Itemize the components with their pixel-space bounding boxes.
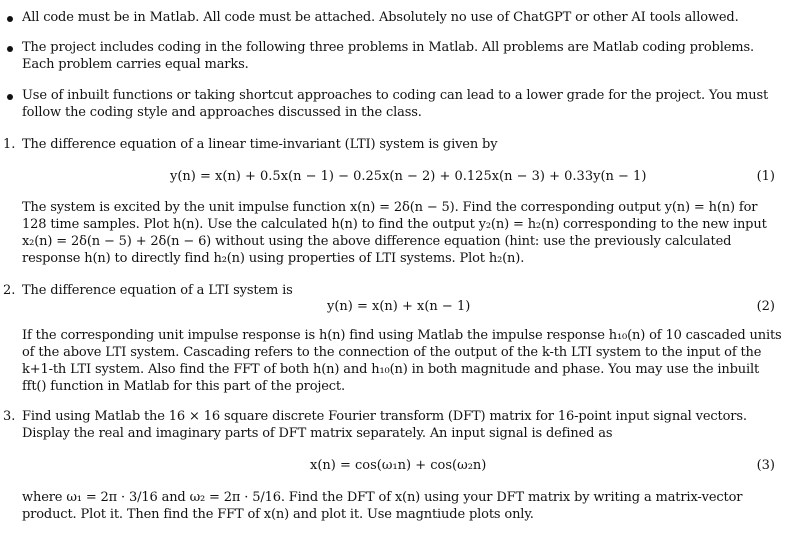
problem-intro: Find using Matlab the 16 × 16 square discrete Fourier transform (DFT) matrix for 16-point input signal vectors. Display the real and imaginary parts of DFT matrix separately. An input signal is defined as: [22, 409, 747, 441]
equation: y(n) = x(n) + x(n − 1): [327, 299, 471, 314]
equation-number: (2): [756, 299, 775, 314]
equation: x(n) = cos(ω₁n) + cos(ω₂n): [310, 458, 487, 473]
equation: y(n) = x(n) + 0.5x(n − 1) − 0.25x(n − 2) + 0.125x(n − 3) + 0.33y(n − 1): [170, 169, 647, 184]
bullet-marker: [7, 46, 13, 52]
problem-body: If the corresponding unit impulse response is h(n) find using Matlab the impulse response h₁₀(n) of 10 cascaded units of the above LTI system. Cascading refers to the connection of the output of the k-th LTI system to the input of the k+1-th LTI system. Also find the FFT of both h(n) and h₁₀(n) in both magnitude and phase. You may use the inbuilt fft() function in Matlab for this part of the project.: [22, 328, 782, 394]
bullet-marker: [7, 94, 13, 100]
bullet-text: All code must be in Matlab. All code must be attached. Absolutely no use of ChatGPT or other AI tools allowed.: [22, 10, 739, 25]
problem-number: 2.: [3, 283, 16, 298]
problem-number: 1.: [3, 137, 16, 152]
problem-body: The system is excited by the unit impulse function x(n) = 2δ(n − 5). Find the corresponding output y(n) = h(n) for 128 time samples. Plot h(n). Use the calculated h(n) to find the output y₂(n) = h₂(n) corresponding to the new input x₂(n) = 2δ(n − 5) + 2δ(n − 6) without using the above difference equation (hint: use the previously calculated response h(n) to directly find h₂(n) using properties of LTI systems. Plot h₂(n).: [22, 200, 767, 266]
problem-body: where ω₁ = 2π · 3/16 and ω₂ = 2π · 5/16. Find the DFT of x(n) using your DFT matrix by writing a matrix-vector product. Plot it. Then find the FFT of x(n) and plot it. Use magntiude plots only.: [22, 490, 743, 522]
problem-intro: The difference equation of a LTI system is: [22, 283, 293, 298]
bullet-text: The project includes coding in the following three problems in Matlab. All problems are Matlab coding problems. Each problem carries equal marks.: [22, 40, 754, 72]
equation-number: (1): [756, 169, 775, 184]
bullet-text: Use of inbuilt functions or taking shortcut approaches to coding can lead to a lower grade for the project. You must follow the coding style and approaches discussed in the class.: [22, 88, 769, 120]
equation-number: (3): [756, 458, 775, 473]
problem-number: 3.: [3, 409, 16, 424]
bullet-marker: [7, 16, 13, 22]
problem-intro: The difference equation of a linear time-invariant (LTI) system is given by: [22, 137, 498, 152]
